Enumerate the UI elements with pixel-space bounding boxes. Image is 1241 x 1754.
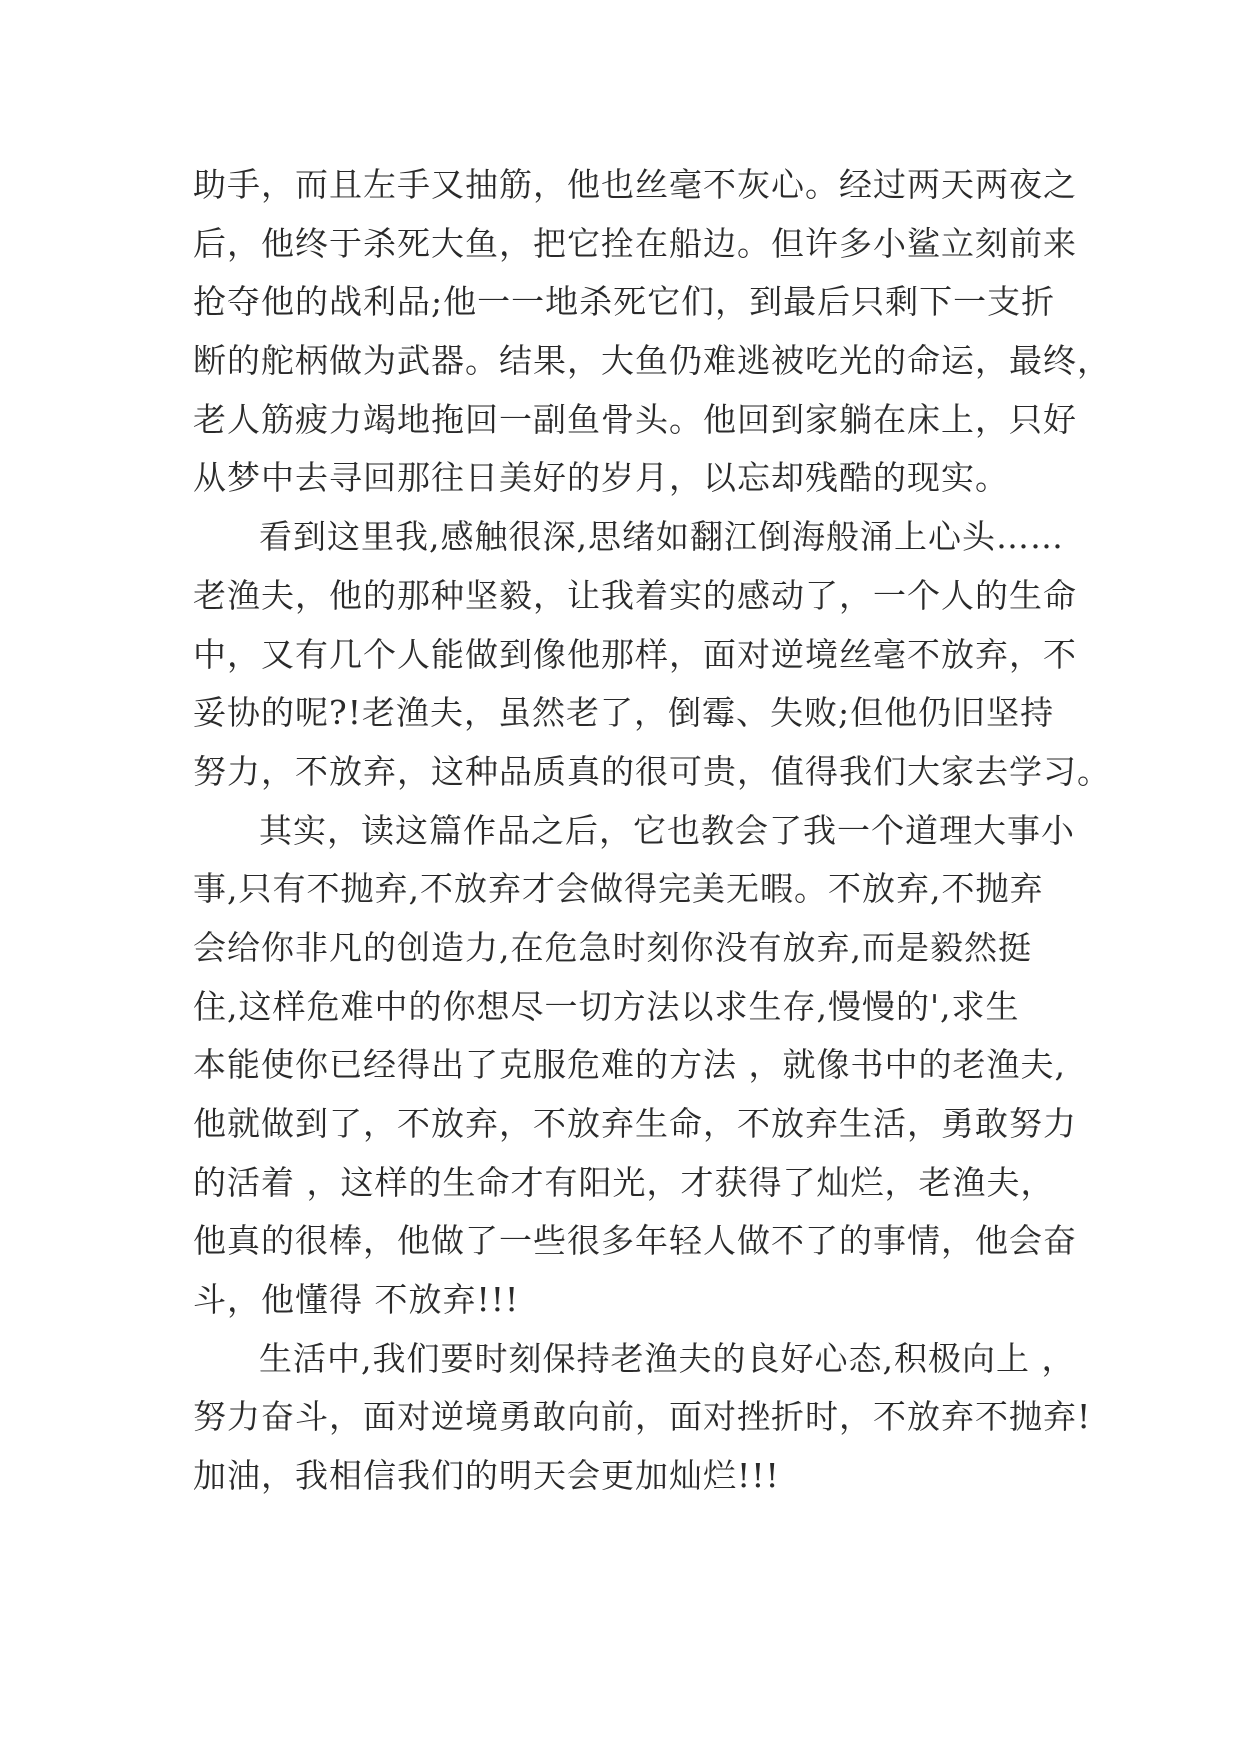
text-line: 他就做到了，不放弃，不放弃生命，不放弃生活，勇敢努力 [193, 1104, 1077, 1143]
text-line: 抢夺他的战利品;他一一地杀死它们，到最后只剩下一支折 [193, 282, 1056, 322]
text-line: 会给你非凡的创造力,在危急时刻你没有放弃,而是毅然挺 [193, 927, 1032, 967]
text-line: 从梦中去寻回那往日美好的岁月，以忘却残酷的现实。 [193, 458, 1009, 498]
text-line: 老人筋疲力竭地拖回一副鱼骨头。他回到家躺在床上，只好 [193, 399, 1077, 439]
text-line: 斗，他懂得 不放弃!!! [193, 1280, 520, 1320]
text-line: 其实，读这篇作品之后，它也教会了我一个道理大事小 [259, 810, 1075, 850]
text-line: 助手，而且左手又抽筋，他也丝毫不灰心。经过两天两夜之 [193, 165, 1077, 204]
text-line: 老渔夫，他的那种坚毅，让我着实的感动了，一个人的生命 [193, 575, 1077, 615]
text-line: 断的舵柄做为武器。结果，大鱼仍难逃被吃光的命运，最终， [193, 341, 1111, 381]
text-line: 生活中,我们要时刻保持老渔夫的良好心态,积极向上 ， [259, 1338, 1076, 1378]
text-line: 本能使你已经得出了克服危难的方法 ，就像书中的老渔夫, [193, 1045, 1066, 1085]
paragraph-2 [193, 508, 1111, 801]
text-line: 他真的很棒，他做了一些很多年轻人做不了的事情，他会奋 [193, 1221, 1077, 1261]
text-line: 后，他终于杀死大鱼，把它拴在船边。但许多小鲨立刻前来 [193, 223, 1077, 263]
paragraph-1 [193, 156, 1111, 508]
text-line: 努力，不放弃，这种品质真的很可贵，值得我们大家去学习。 [193, 751, 1111, 791]
text-line: 妥协的呢?!老渔夫，虽然老了，倒霉、失败;但他仍旧坚持 [193, 693, 1055, 733]
text-line: 的活着 ，这样的生命才有阳光，才获得了灿烂，老渔夫， [193, 1162, 1055, 1202]
text-line: 加油，我相信我们的明天会更加灿烂!!! [193, 1456, 780, 1496]
text-line: 努力奋斗，面对逆境勇敢向前，面对挫折时，不放弃不抛弃! [193, 1397, 1092, 1437]
text-line: 看到这里我,感触很深,思绪如翻江倒海般涌上心头…… [259, 517, 1064, 557]
paragraph-4 [193, 1330, 1092, 1506]
text-line: 中，又有几个人能做到像他那样，面对逆境丝毫不放弃，不 [193, 634, 1077, 674]
paragraph-3 [193, 802, 1077, 1330]
text-line: 事,只有不抛弃,不放弃才会做得完美无暇。不放弃,不抛弃 [193, 869, 1044, 909]
text-line: 住,这样危难中的你想尽一切方法以求生存,慢慢的',求生 [193, 986, 1020, 1026]
document-body [193, 156, 1111, 1506]
